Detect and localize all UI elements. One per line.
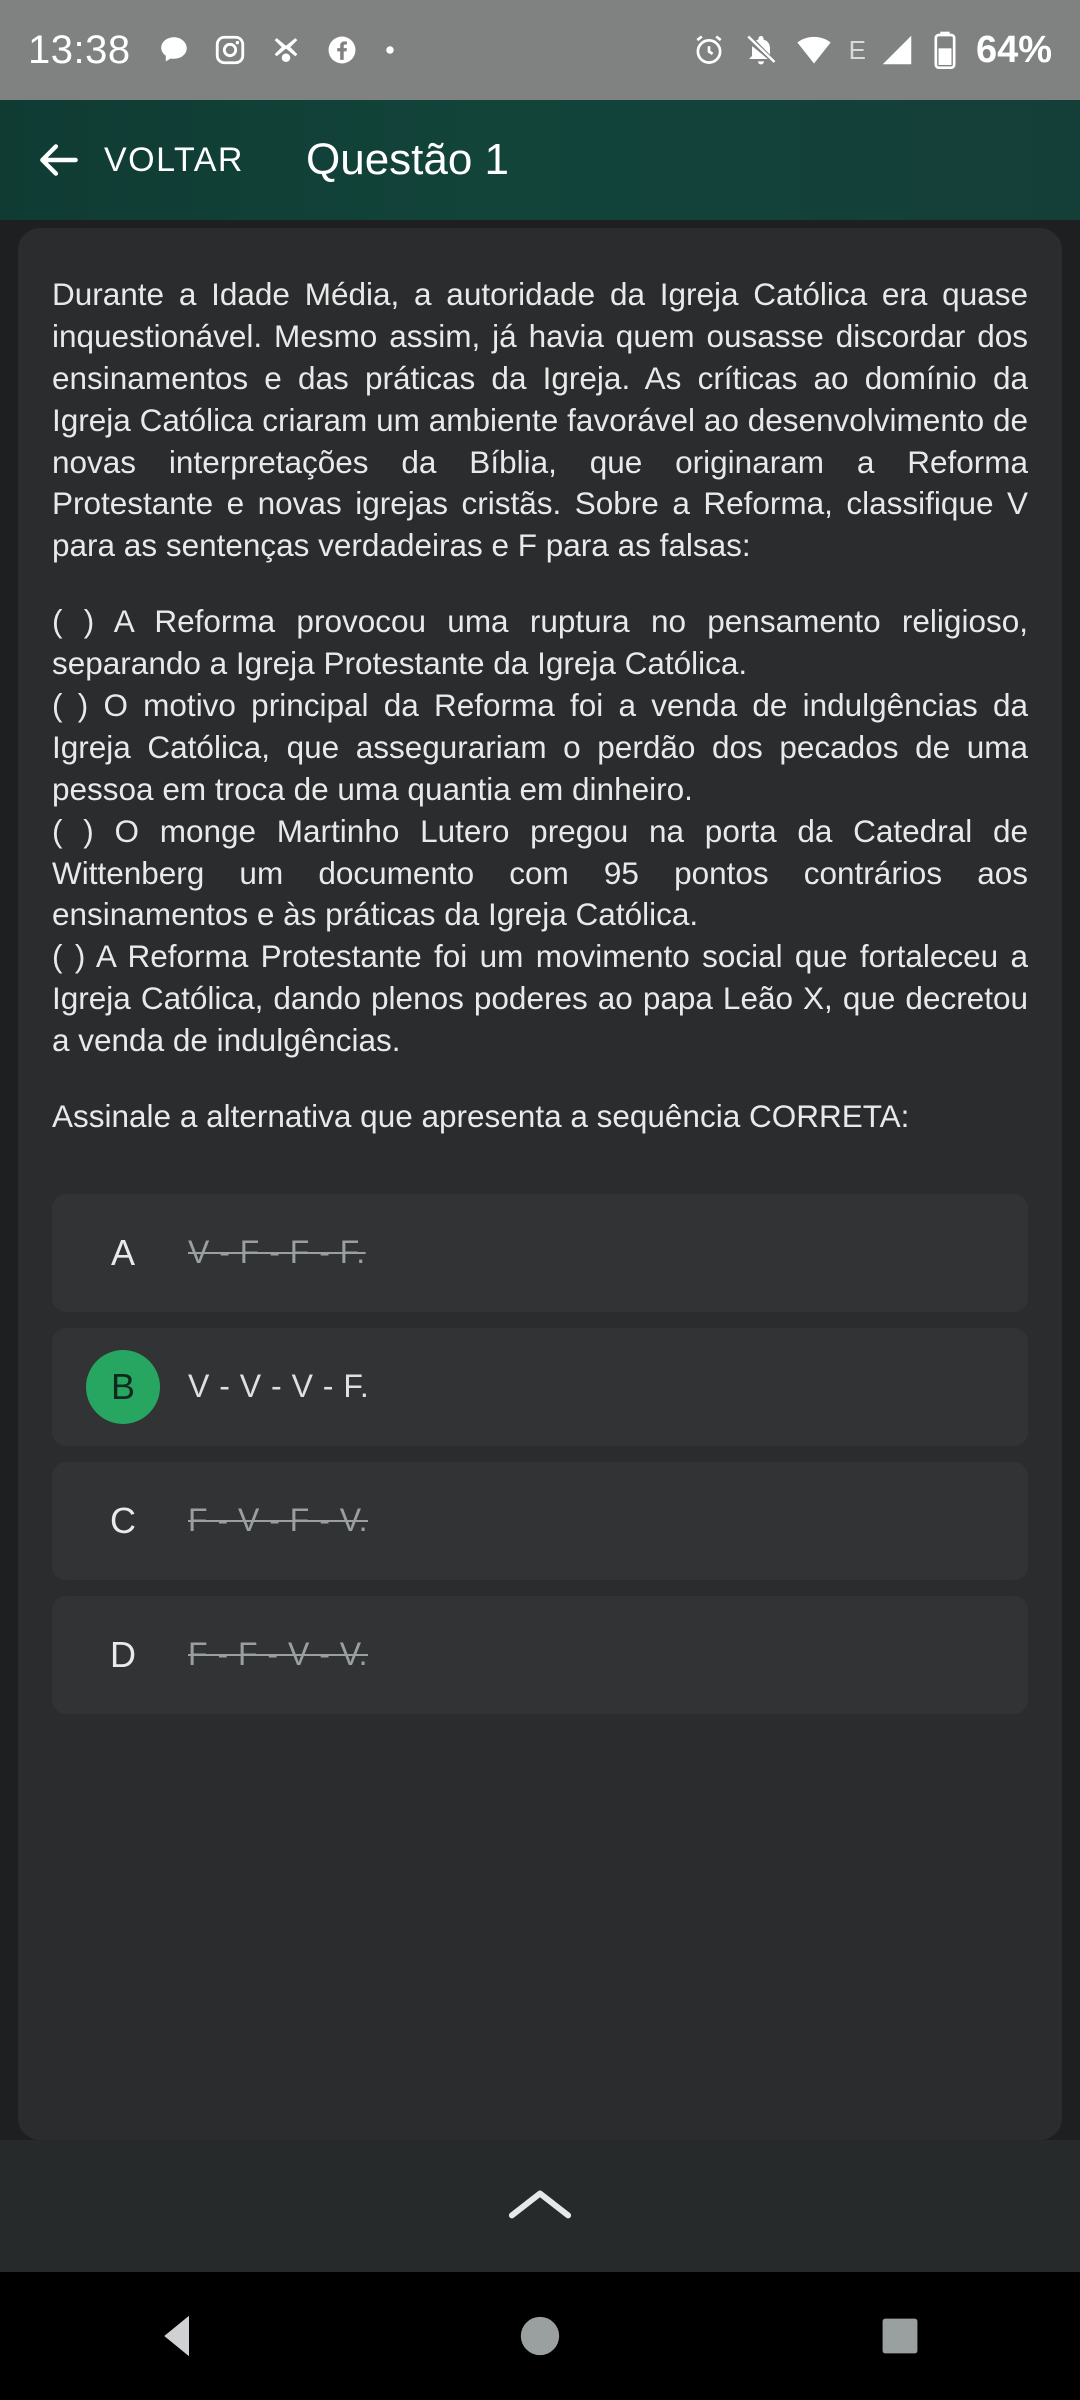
alternative-option-d[interactable] [52, 1596, 1028, 1714]
battery-percent-label: 64% [975, 28, 1052, 71]
nav-recents-square-icon [878, 2314, 922, 2358]
page-title: Questão 1 [306, 135, 510, 184]
alternative-letter-selected: B [86, 1350, 160, 1424]
alternative-option-a[interactable] [52, 1194, 1028, 1312]
system-nav-bar [0, 2272, 1080, 2400]
spacer [52, 567, 1028, 601]
alternative-text: F - F - V - V. [188, 1636, 369, 1673]
back-button[interactable] [34, 135, 244, 185]
question-item-2: ( ) O monge Martinho Lutero pregou na porta da Catedral de Wittenberg um documento com 95 pontos contrários aos ensinamentos e às práticas da Igreja Católica. [52, 812, 1028, 933]
instagram-icon [213, 33, 247, 67]
contacts-icon [269, 33, 303, 67]
question-card [18, 228, 1062, 2140]
alternative-letter: A [110, 1231, 135, 1273]
alternative-option-b[interactable] [52, 1328, 1028, 1446]
arrow-left-icon [34, 135, 84, 185]
app-bar [0, 100, 1080, 220]
network-type-label: E [848, 34, 866, 65]
battery-icon [932, 30, 958, 70]
status-clock: 13:38 [28, 27, 131, 72]
chat-bubble-icon [157, 33, 191, 67]
alternative-text: V - F - F - F. [188, 1234, 366, 1271]
alternative-letter: C [110, 1499, 136, 1541]
question-item-0: ( ) A Reforma provocou uma ruptura no pensamento religioso, separando a Igreja Protestante da Igreja Católica. [52, 603, 1028, 682]
alternative-text: F - V - F - V. [188, 1502, 369, 1539]
question-instruction: Assinale a alternativa que apresenta a sequência CORRETA: [52, 1098, 910, 1135]
alarm-icon [691, 32, 727, 68]
nav-home-button[interactable] [480, 2276, 600, 2396]
nav-back-triangle-icon [153, 2309, 207, 2363]
alternatives-list [52, 1194, 1028, 1714]
question-statement: Durante a Idade Média, a autoridade da Igreja Católica era quase inquestionável. Mesmo assim, já havia quem ousasse discordar dos ensinamentos e das práticas da Igreja. As críticas ao domínio da Igreja Católica criaram um ambiente favorável ao desenvolvimento de novas interpretações da Bíblia, que originaram a Reforma Protestante e novas igrejas cristãs. Sobre a Reforma, classifique V para as sentenças verdadeiras e F para as falsas: [52, 276, 1028, 564]
alternative-option-c[interactable] [52, 1462, 1028, 1580]
facebook-icon [325, 33, 359, 67]
question-item-1: ( ) O motivo principal da Reforma foi a venda de indulgências da Igreja Católica, que assegurariam o perdão dos pecados de uma pessoa em troca de uma quantia em dinheiro. [52, 687, 1028, 807]
alternative-text: V - V - V - F. [188, 1368, 370, 1405]
status-left-icons [157, 33, 691, 67]
expand-panel-bar[interactable] [0, 2140, 1080, 2272]
bell-off-icon [743, 32, 779, 68]
dot-icon [381, 41, 399, 59]
back-button-label: VOLTAR [104, 140, 244, 179]
signal-icon [878, 31, 916, 69]
alternative-letter: D [110, 1633, 136, 1675]
nav-home-circle-icon [517, 2313, 563, 2359]
question-item-3: ( ) A Reforma Protestante foi um movimento social que fortaleceu a Igreja Católica, dando plenos poderes ao papa Leão X, que decretou a venda de indulgências. [52, 938, 1028, 1059]
spacer [52, 1062, 1028, 1096]
nav-back-button[interactable] [120, 2276, 240, 2396]
content-area [0, 220, 1080, 2272]
chevron-up-icon [502, 2181, 578, 2231]
question-body [52, 274, 1028, 1138]
wifi-icon [795, 31, 833, 69]
status-right-icons [691, 29, 1052, 72]
status-bar [0, 0, 1080, 100]
nav-recents-button[interactable] [840, 2276, 960, 2396]
